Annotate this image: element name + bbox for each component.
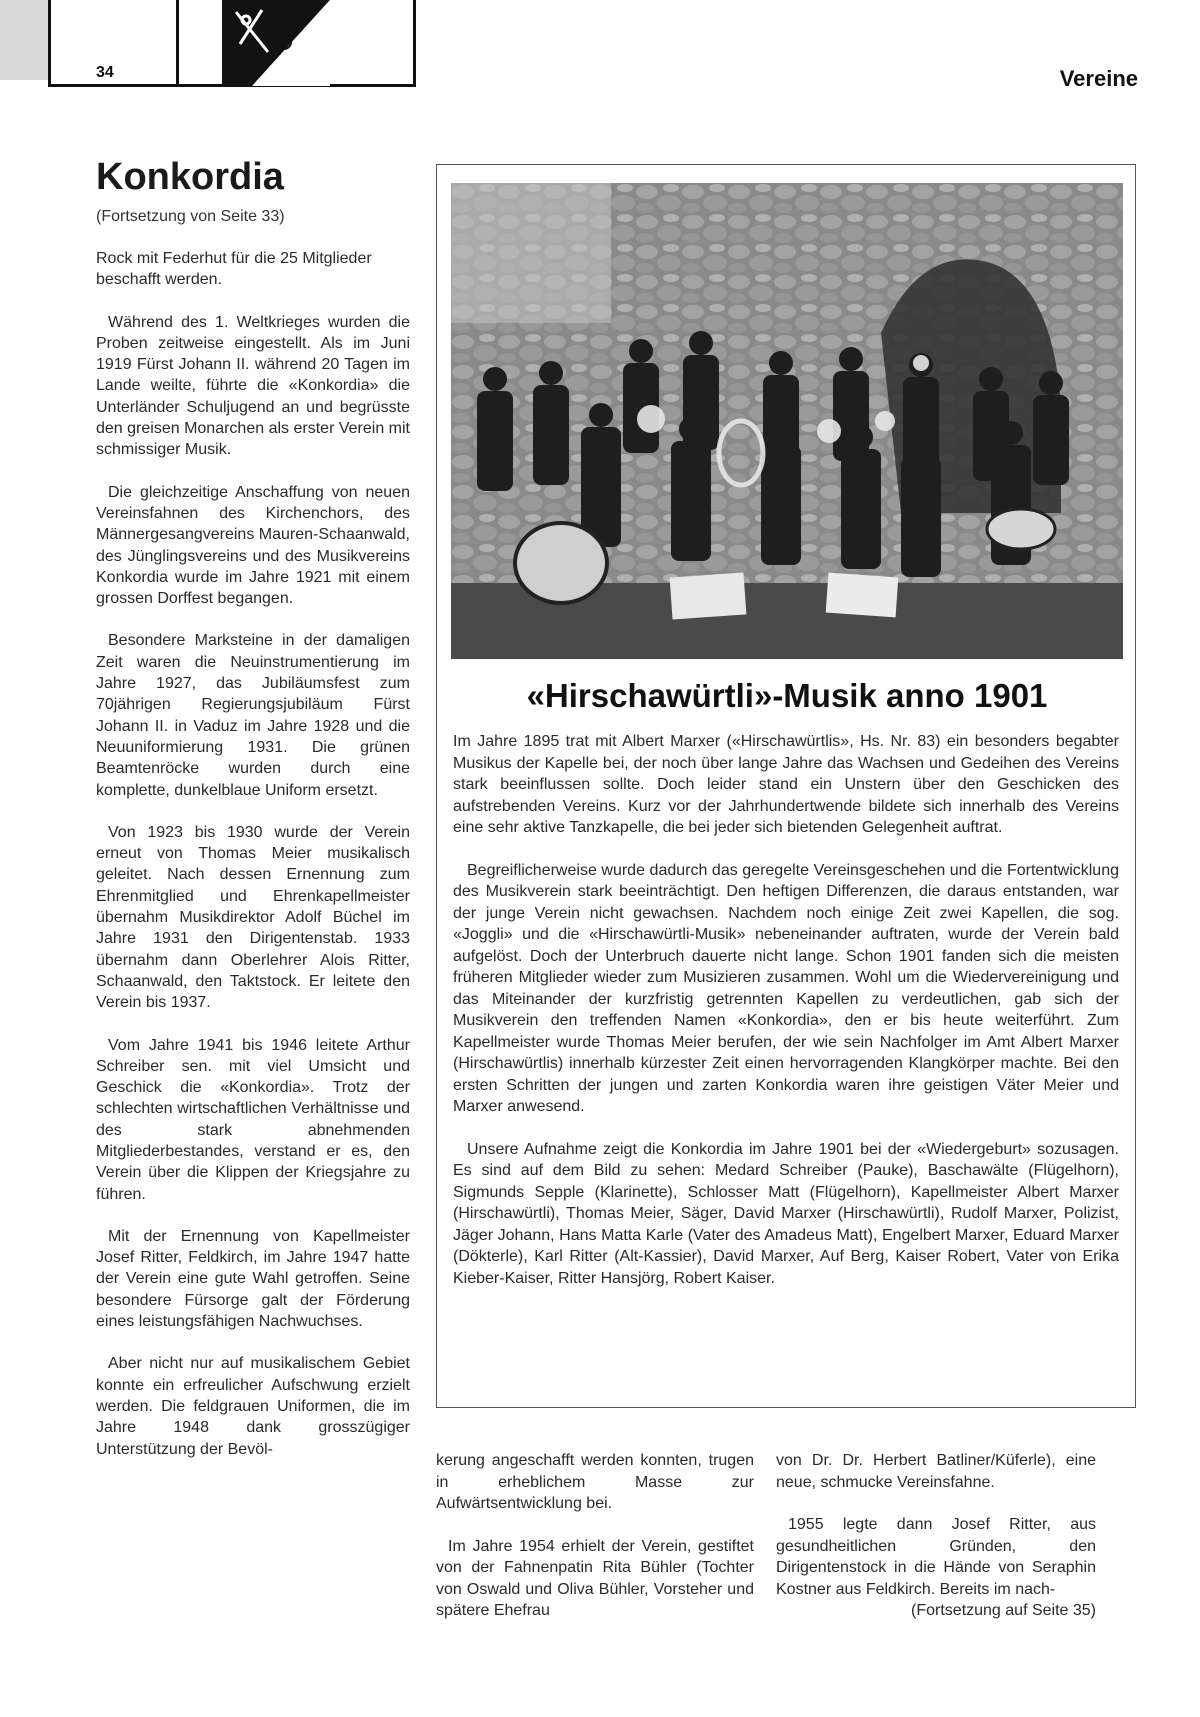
article-paragraph: Die gleichzeitige Anschaffung von neuen Vereinsfahnen des Kirchenchors, des Männergesangvereins Mauren-Schaanwald, des Jünglingsvereins und des Musikvereins Konkordia wurde im Jahre 1921 mit einem grossen Dorffest begangen.	[96, 483, 410, 608]
article-paragraph: Vom Jahre 1941 bis 1946 leitete Arthur Schreiber sen. mit viel Umsicht und Geschick die «Konkordia». Trotz der schlechten wirtschaftlichen Verhältnisse und des stark abnehmenden Mitgliederbestandes, verstand er es, den Verein über die Klippen der Kriegsjahre zu führen.	[96, 1036, 410, 1203]
band-photo-illustration	[451, 183, 1123, 659]
continuation-note: (Fortsetzung auf Seite 35)	[911, 1602, 1096, 1619]
feature-body	[453, 731, 1119, 1310]
feature-paragraph: Begreiflicherweise wurde dadurch das geregelte Vereinsgeschehen und die Fortentwicklung des Musikverein stark beeinträchtigt. Den heftigen Differenzen, die daraus entstanden, war der junge Verein nicht gewachsen. Nachdem noch einige Zeit zwei Kapellen, die sog. «Joggli» und die «Hirschawürtli-Musik» nebeneinander auftraten, wurde der Verein bald aufgelöst. Doch der Unterbruch dauerte nicht lange. Schon 1901 fanden sich die meisten früheren Mitglieder wieder zum Musizieren zusammen. Wohl um die Wiedervereinigung und das Miteinander der kurzfristig getrennten Kapellen zu verdeutlichen, gab sich der Musikverein den treffenden Namen «Konkordia», den er bis heute weiterführt. Zum Kapellmeister wurde Thomas Meier berufen, der wie sein Nachfolger im Amt Albert Marxer (Hirschawürtlis) innerhalb kürzester Zeit einen hervorragenden Klangkörper machte. Bei den ersten Schritten der jungen und zarten Konkordia waren ihre geistigen Väter Meier und Marxer anwesend.	[453, 861, 1119, 1115]
article-title: Konkordia	[96, 156, 284, 198]
article-paragraph: Im Jahre 1954 erhielt der Verein, gestiftet von der Fahnenpatin Rita Bühler (Tochter von Oswald und Oliva Bühler, Vorsteher und spätere Ehefrau	[436, 1537, 754, 1619]
article-left-column	[96, 248, 410, 1481]
feature-title: «Hirschawürtli»-Musik anno 1901	[526, 677, 1048, 714]
article-paragraph: kerung angeschafft werden konnten, trugen in erheblichem Masse zur Aufwärtsentwicklung bei.	[436, 1452, 754, 1512]
band-photo	[451, 183, 1123, 659]
section-title: Vereine	[1059, 66, 1138, 91]
article-paragraph: Rock mit Federhut für die 25 Mitglieder beschafft werden.	[96, 250, 372, 289]
article-column-middle	[436, 1450, 754, 1643]
article-subtitle: (Fortsetzung von Seite 33)	[96, 208, 285, 225]
header-divider	[48, 0, 51, 86]
article-paragraph: Während des 1. Weltkrieges wurden die Proben zeitweise eingestellt. Als im Juni 1919 Fürst Johann II. während 20 Tagen im Lande weilte, führte die «Konkordia» die Unterländer Schuljugend an und begrüsste den greisen Monarchen als erster Verein mit schmissiger Musik.	[96, 313, 410, 459]
page-number: 34	[96, 64, 114, 81]
article-paragraph: Mit der Ernennung von Kapellmeister Josef Ritter, Feldkirch, im Jahre 1947 hatte der Verein eine gute Wahl getroffen. Seine besondere Fürsorge galt der Förderung eines leistungsfähigen Nachwuchses.	[96, 1227, 410, 1331]
article-column-right	[776, 1450, 1096, 1622]
header-divider	[176, 0, 179, 86]
article-paragraph: Von 1923 bis 1930 wurde der Verein erneut von Thomas Meier musikalisch geleitet. Nach dessen Ernennung zum Ehrenmitglied und Ehrenkapellmeister übernahm Musikdirektor Adolf Büchel im Jahre 1931 den Dirigentenstab. 1933 übernahm dann Oberlehrer Alois Ritter, Schaanwald, den Taktstock. Er leitete den Verein bis 1937.	[96, 823, 410, 1012]
feature-box	[436, 164, 1136, 1408]
article-paragraph: Aber nicht nur auf musikalischem Gebiet konnte ein erfreulicher Aufschwung erzielt werden. Die feldgrauen Uniformen, die im Jahre 1948 dank grosszügiger Unterstützung der Bevöl-	[96, 1355, 410, 1458]
article-paragraph: von Dr. Dr. Herbert Batliner/Küferle), eine neue, schmucke Vereinsfahne.	[776, 1452, 1096, 1491]
header-grey-block	[0, 0, 48, 80]
article-paragraph: Besondere Marksteine in der damaligen Zeit waren die Neuinstrumentierung im Jahre 1927, das Jubiläumsfest zum 70jährigen Regierungsjubiläum Fürst Johann II. in Vaduz im Jahre 1928 und die Neuuniformierung 1931. Die grünen Beamtenröcke wurden durch eine komplette, dunkelblaue Uniform ersetzt.	[96, 632, 410, 799]
feature-paragraph: Im Jahre 1895 trat mit Albert Marxer («Hirschawürtlis», Hs. Nr. 83) ein besonders begabter Musikus der Kapelle bei, der noch über lange Jahre das Wachsen und Gedeihen des Vereins stark beeinflussen sollte. Doch leider stand ein Unstern über den Geschicken des aufstrebenden Vereins. Kurz vor der Jahrhundertwende bildete sich innerhalb des Vereins eine sehr aktive Tanzkapelle, die bei jeder sich bietenden Gelegenheit auftrat.	[453, 733, 1119, 836]
coat-of-arms-emblem-icon	[222, 0, 330, 86]
feature-paragraph: Unsere Aufnahme zeigt die Konkordia im Jahre 1901 bei der «Wiedergeburt» sozusagen. Es sind auf dem Bild zu sehen: Medard Schreiber (Pauke), Baschawälte (Flügelhorn), Sigmunds Sepple (Klarinette), Schlosser Matt (Flügelhorn), Kapellmeister Albert Marxer (Hirschawürtli), Thomas Meier, Säger, David Marxer (Hirschawürtli), Rudolf Marxer, Polizist, Jäger Johann, Hans Matta Karle (Vater des Amadeus Matt), Engelbert Marxer, Eduard Marxer (Dökterle), Karl Ritter (Alt-Kassier), David Marxer, Auf Berg, Kaiser Robert, Vater von Erika Kieber-Kaiser, Ritter Hansjörg, Robert Kaiser.	[453, 1140, 1119, 1287]
article-paragraph: 1955 legte dann Josef Ritter, aus gesundheitlichen Gründen, den Dirigentenstock in die Hände von Seraphin Kostner aus Feldkirch. Bereits im nach-	[776, 1516, 1096, 1598]
